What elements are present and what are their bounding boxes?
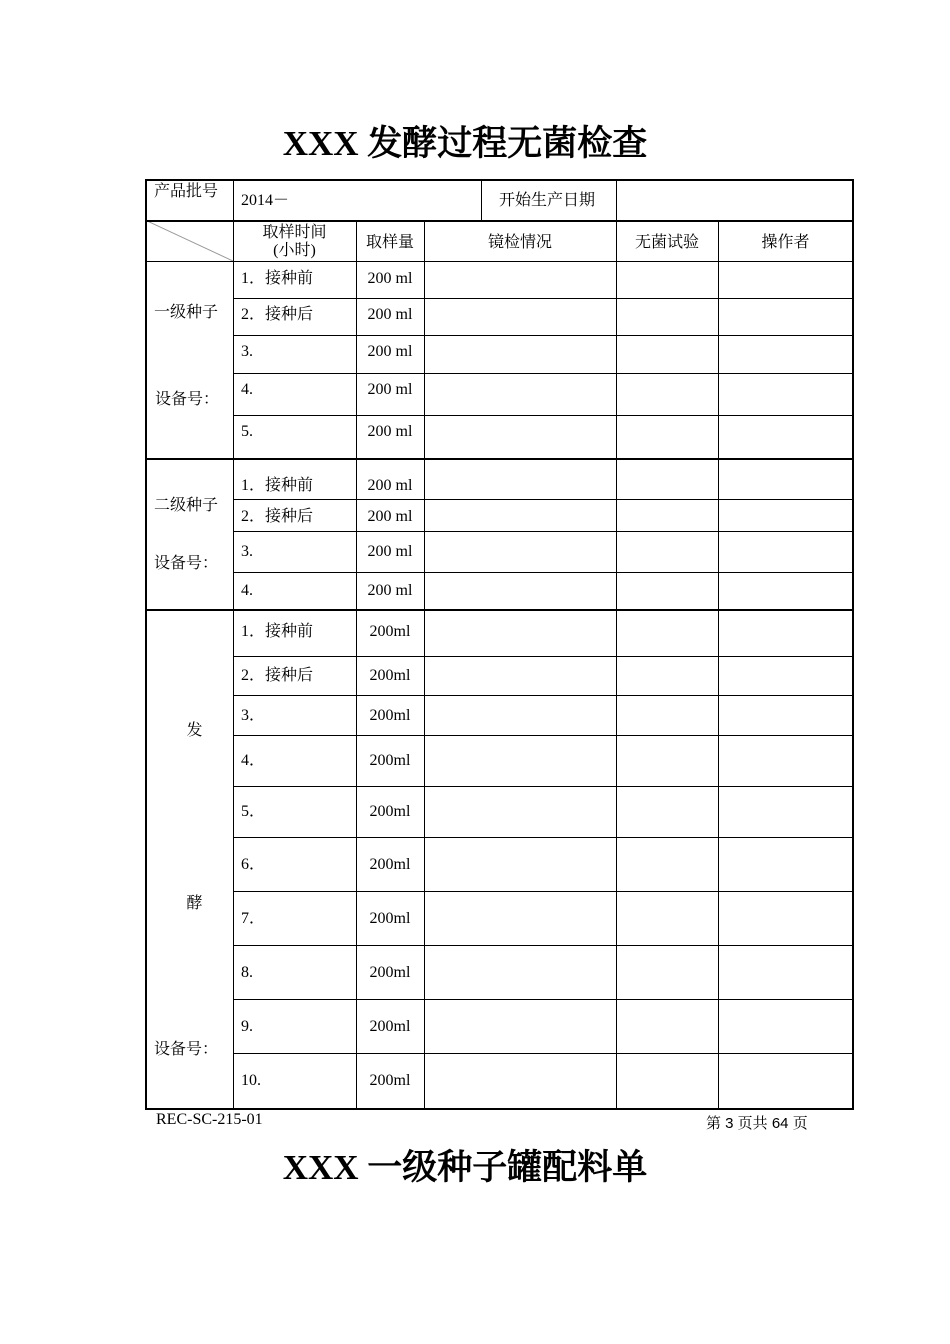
sterility-test-cell[interactable] <box>616 373 718 415</box>
grid-line-v <box>852 179 854 1109</box>
sample-volume-cell: 200 ml <box>367 270 413 287</box>
col-operator: 操作者 <box>761 234 810 251</box>
grid-line-h <box>233 373 854 374</box>
start-date-label: 开始生产日期 <box>499 192 596 209</box>
operator-cell[interactable] <box>718 458 854 499</box>
operator-cell[interactable] <box>718 609 854 656</box>
grid-line-h <box>233 415 854 416</box>
sample-volume-cell: 200ml <box>369 667 411 684</box>
microscopy-cell[interactable] <box>424 945 616 999</box>
col-sampling-time-label: 取样时间 <box>262 224 327 241</box>
sample-time-cell: 4． <box>241 752 266 769</box>
section2-equipment[interactable]: 设备号： <box>154 555 219 572</box>
section3-equipment[interactable]: 设备号： <box>154 1041 219 1058</box>
sample-time-cell: 1．接种前 <box>241 477 314 494</box>
sample-volume-cell: 200 ml <box>367 381 413 398</box>
sample-volume-cell: 200ml <box>369 1018 411 1035</box>
grid-line-h <box>145 458 854 460</box>
batch-label: 产品批号 <box>154 183 219 200</box>
sterility-check-table <box>145 179 854 1109</box>
grid-line-h <box>233 786 854 787</box>
operator-cell[interactable] <box>718 837 854 891</box>
col-microscopy: 镜检情况 <box>487 234 552 251</box>
grid-line-h <box>145 609 854 611</box>
operator-cell[interactable] <box>718 415 854 458</box>
sample-time-cell: 1．接种前 <box>241 623 314 640</box>
sterility-test-cell[interactable] <box>616 261 718 298</box>
sterility-test-cell[interactable] <box>616 695 718 735</box>
operator-cell[interactable] <box>718 373 854 415</box>
operator-cell[interactable] <box>718 695 854 735</box>
operator-cell[interactable] <box>718 891 854 945</box>
microscopy-cell[interactable] <box>424 891 616 945</box>
sample-time-cell: 5． <box>241 803 266 820</box>
operator-cell[interactable] <box>718 261 854 298</box>
grid-line-h <box>233 335 854 336</box>
microscopy-cell[interactable] <box>424 458 616 499</box>
grid-line-h <box>145 261 854 262</box>
microscopy-cell[interactable] <box>424 999 616 1053</box>
grid-line-h <box>233 735 854 736</box>
microscopy-cell[interactable] <box>424 609 616 656</box>
operator-cell[interactable] <box>718 999 854 1053</box>
next-page-title: XXX 一级种子罐配料单 <box>282 1148 648 1187</box>
sample-volume-cell: 200 ml <box>367 543 413 560</box>
sample-volume-cell: 200ml <box>369 964 411 981</box>
sample-time-cell: 2．接种后 <box>241 667 314 684</box>
batch-value[interactable]: 2014－ <box>241 192 290 209</box>
microscopy-cell[interactable] <box>424 695 616 735</box>
microscopy-cell[interactable] <box>424 415 616 458</box>
grid-line-v <box>616 179 617 220</box>
col-sampling-time-unit: (小时) <box>273 242 316 259</box>
sterility-test-cell[interactable] <box>616 1053 718 1109</box>
sample-time-cell: 3. <box>241 543 253 560</box>
grid-line-h <box>233 695 854 696</box>
sample-time-cell: 5. <box>241 423 253 440</box>
operator-cell[interactable] <box>718 572 854 609</box>
sample-time-cell: 2．接种后 <box>241 306 314 323</box>
grid-line-h <box>145 179 854 181</box>
grid-line-h <box>145 220 854 222</box>
col-sampling-time <box>233 224 356 260</box>
sterility-test-cell[interactable] <box>616 415 718 458</box>
microscopy-cell[interactable] <box>424 373 616 415</box>
grid-line-h <box>233 945 854 946</box>
microscopy-cell[interactable] <box>424 335 616 373</box>
sample-time-cell: 3. <box>241 343 253 360</box>
grid-line-v <box>616 220 617 1109</box>
sterility-test-cell[interactable] <box>616 945 718 999</box>
sterility-test-cell[interactable] <box>616 499 718 531</box>
grid-line-h <box>233 572 854 573</box>
sample-time-cell: 6． <box>241 856 266 873</box>
grid-line-h <box>233 837 854 838</box>
sample-volume-cell: 200 ml <box>367 306 413 323</box>
col-sterility-test: 无菌试验 <box>634 234 699 251</box>
sample-volume-cell: 200 ml <box>367 508 413 525</box>
doc-code: REC-SC-215-01 <box>156 1111 263 1128</box>
sample-time-cell: 10. <box>241 1072 261 1089</box>
microscopy-cell[interactable] <box>424 837 616 891</box>
sterility-test-cell[interactable] <box>616 335 718 373</box>
sterility-test-cell[interactable] <box>616 786 718 837</box>
header-diagonal <box>145 220 233 261</box>
grid-line-h <box>233 891 854 892</box>
microscopy-cell[interactable] <box>424 572 616 609</box>
sample-time-cell: 8. <box>241 964 253 981</box>
section3-name-2: 酵 <box>186 895 203 912</box>
sterility-test-cell[interactable] <box>616 458 718 499</box>
sample-volume-cell: 200ml <box>369 707 411 724</box>
sample-time-cell: 9. <box>241 1018 253 1035</box>
sample-volume-cell: 200 ml <box>367 423 413 440</box>
grid-line-h <box>233 656 854 657</box>
microscopy-cell[interactable] <box>424 735 616 786</box>
section1-name: 一级种子 <box>154 304 219 321</box>
grid-line-v <box>424 220 425 1109</box>
microscopy-cell[interactable] <box>424 261 616 298</box>
sterility-test-cell[interactable] <box>616 656 718 695</box>
sample-time-cell: 3． <box>241 707 266 724</box>
col-sample-volume: 取样量 <box>365 234 414 251</box>
grid-line-h <box>233 999 854 1000</box>
sterility-test-cell[interactable] <box>616 572 718 609</box>
sterility-test-cell[interactable] <box>616 609 718 656</box>
sterility-test-cell[interactable] <box>616 735 718 786</box>
sterility-test-cell[interactable] <box>616 891 718 945</box>
sample-time-cell: 2．接种后 <box>241 508 314 525</box>
grid-line-v <box>233 179 234 220</box>
operator-cell[interactable] <box>718 531 854 572</box>
operator-cell[interactable] <box>718 298 854 335</box>
sample-volume-cell: 200ml <box>369 856 411 873</box>
page-info: 第 3 页共 64 页 <box>706 1115 808 1132</box>
operator-cell[interactable] <box>718 335 854 373</box>
page-title: XXX 发酵过程无菌检查 <box>282 124 648 163</box>
sample-volume-cell: 200 ml <box>367 343 413 360</box>
sterility-test-cell[interactable] <box>616 999 718 1053</box>
operator-cell[interactable] <box>718 945 854 999</box>
microscopy-cell[interactable] <box>424 298 616 335</box>
operator-cell[interactable] <box>718 1053 854 1109</box>
grid-line-h <box>145 1108 854 1110</box>
grid-line-h <box>233 531 854 532</box>
sample-time-cell: 7． <box>241 910 266 927</box>
microscopy-cell[interactable] <box>424 656 616 695</box>
grid-line-v <box>718 220 719 1109</box>
sample-volume-cell: 200ml <box>369 752 411 769</box>
sample-volume-cell: 200ml <box>369 623 411 640</box>
sample-volume-cell: 200 ml <box>367 582 413 599</box>
grid-line-h <box>233 298 854 299</box>
grid-line-v <box>481 179 482 220</box>
sterility-test-cell[interactable] <box>616 837 718 891</box>
operator-cell[interactable] <box>718 735 854 786</box>
sample-volume-cell: 200 ml <box>367 477 413 494</box>
sample-time-cell: 1．接种前 <box>241 270 314 287</box>
operator-cell[interactable] <box>718 499 854 531</box>
sample-volume-cell: 200ml <box>369 910 411 927</box>
microscopy-cell[interactable] <box>424 786 616 837</box>
section3-name-1: 发 <box>186 722 203 739</box>
section1-equipment[interactable]: 设备号： <box>155 391 220 408</box>
grid-line-v <box>145 179 147 1109</box>
sterility-test-cell[interactable] <box>616 531 718 572</box>
sample-time-cell: 4. <box>241 582 253 599</box>
grid-line-h <box>233 499 854 500</box>
grid-line-v <box>233 220 234 1109</box>
sterility-test-cell[interactable] <box>616 298 718 335</box>
operator-cell[interactable] <box>718 786 854 837</box>
microscopy-cell[interactable] <box>424 531 616 572</box>
grid-line-v <box>356 220 357 1109</box>
grid-line-h <box>233 1053 854 1054</box>
sample-volume-cell: 200ml <box>369 1072 411 1089</box>
microscopy-cell[interactable] <box>424 499 616 531</box>
microscopy-cell[interactable] <box>424 1053 616 1109</box>
sample-volume-cell: 200ml <box>369 803 411 820</box>
operator-cell[interactable] <box>718 656 854 695</box>
sample-time-cell: 4. <box>241 381 253 398</box>
section2-name: 二级种子 <box>154 497 219 514</box>
